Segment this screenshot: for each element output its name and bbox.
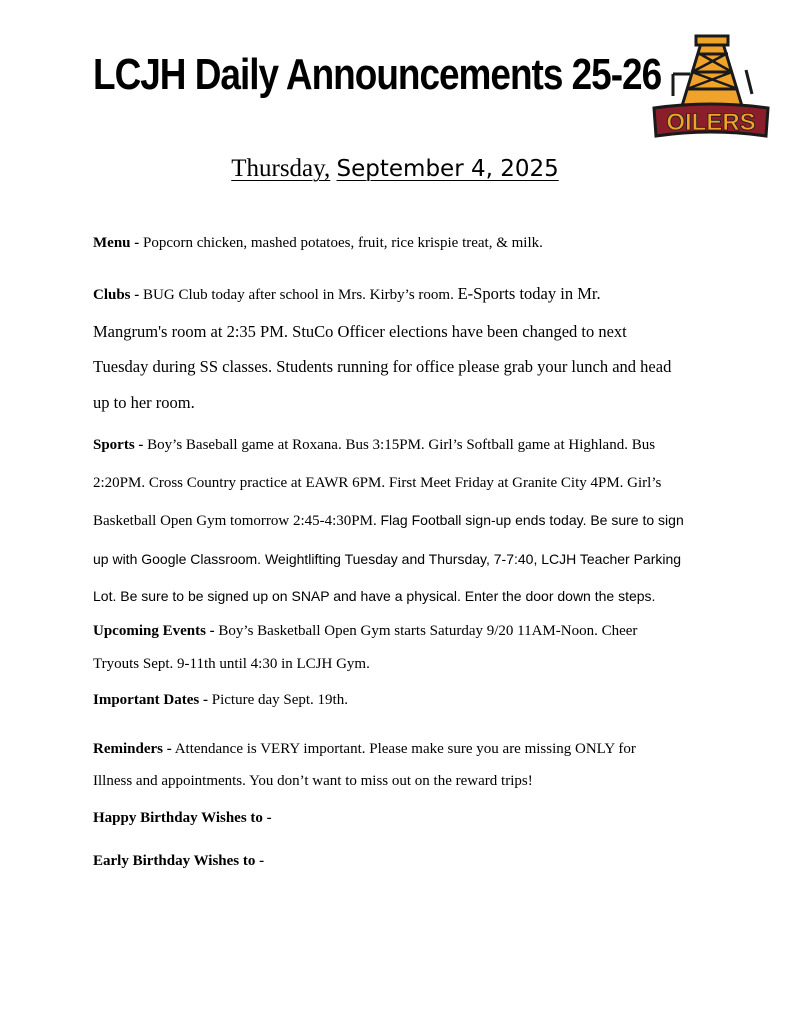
date-rest: September 4, 2025	[336, 156, 559, 182]
birthday-label: Happy Birthday Wishes to -	[93, 810, 272, 826]
oilers-logo	[650, 34, 772, 142]
sports-line: Flag Football sign-up ends today. Be sure to sign	[380, 512, 684, 528]
important-dates-text: Picture day Sept. 19th.	[211, 692, 348, 708]
upcoming-line: Boy’s Basketball Open Gym starts Saturday 9/20 11AM-Noon. Cheer	[218, 623, 638, 639]
menu-section	[93, 233, 703, 253]
sports-label: Sports -	[93, 437, 144, 453]
upcoming-section	[93, 615, 703, 681]
oilers-wordmark	[654, 104, 768, 136]
upcoming-line: Tryouts Sept. 9-11th until 4:30 in LCJH Gym.	[93, 656, 370, 672]
clubs-label: Clubs -	[93, 287, 140, 303]
sports-section	[93, 427, 703, 616]
birthday-section	[93, 808, 703, 828]
menu-label: Menu -	[93, 235, 140, 251]
upcoming-label: Upcoming Events -	[93, 623, 215, 639]
sports-line: up with Google Classroom. Weightlifting Tuesday and Thursday, 7-7:40, LCJH Teacher Parking	[93, 550, 682, 567]
reminders-line: Attendance is VERY important. Please make sure you are missing ONLY for	[174, 741, 636, 757]
sports-line: Boy’s Baseball game at Roxana. Bus 3:15PM. Girl’s Softball game at Highland. Bus	[147, 437, 656, 453]
clubs-line: Tuesday during SS classes. Students running for office please grab your lunch and head	[93, 357, 672, 376]
page-title: LCJH Daily Announcements 25-26	[93, 50, 662, 99]
important-dates-label: Important Dates -	[93, 692, 208, 708]
important-dates-section	[93, 690, 703, 710]
early-birthday-label: Early Birthday Wishes to -	[93, 853, 265, 869]
clubs-line: BUG Club today after school in Mrs. Kirby’s room.	[143, 287, 454, 303]
date-day: Thursday,	[231, 155, 331, 182]
sports-line: Lot. Be sure to be signed up on SNAP and have a physical. Enter the door down the steps.	[93, 588, 656, 604]
sports-line: 2:20PM. Cross Country practice at EAWR 6PM. First Meet Friday at Granite City 4PM. Girl’s	[93, 474, 662, 491]
reminders-label: Reminders -	[93, 741, 172, 757]
svg-text:OILERS: OILERS	[666, 109, 756, 136]
clubs-line: Mangrum's room at 2:35 PM. StuCo Officer elections have been changed to next	[93, 321, 627, 341]
reminders-section	[93, 733, 703, 797]
oil-derrick-icon	[673, 36, 752, 106]
sports-line: Basketball Open Gym tomorrow 2:45-4:30PM.	[93, 513, 377, 529]
menu-text: Popcorn chicken, mashed potatoes, fruit, rice krispie treat, & milk.	[143, 235, 543, 251]
clubs-line: up to her room.	[93, 392, 195, 412]
reminders-line: Illness and appointments. You don’t want to miss out on the reward trips!	[93, 773, 533, 789]
clubs-section	[93, 276, 703, 420]
clubs-line: E-Sports today in Mr.	[457, 284, 601, 303]
announcement-date	[0, 155, 790, 183]
early-birthday-section	[93, 851, 703, 871]
